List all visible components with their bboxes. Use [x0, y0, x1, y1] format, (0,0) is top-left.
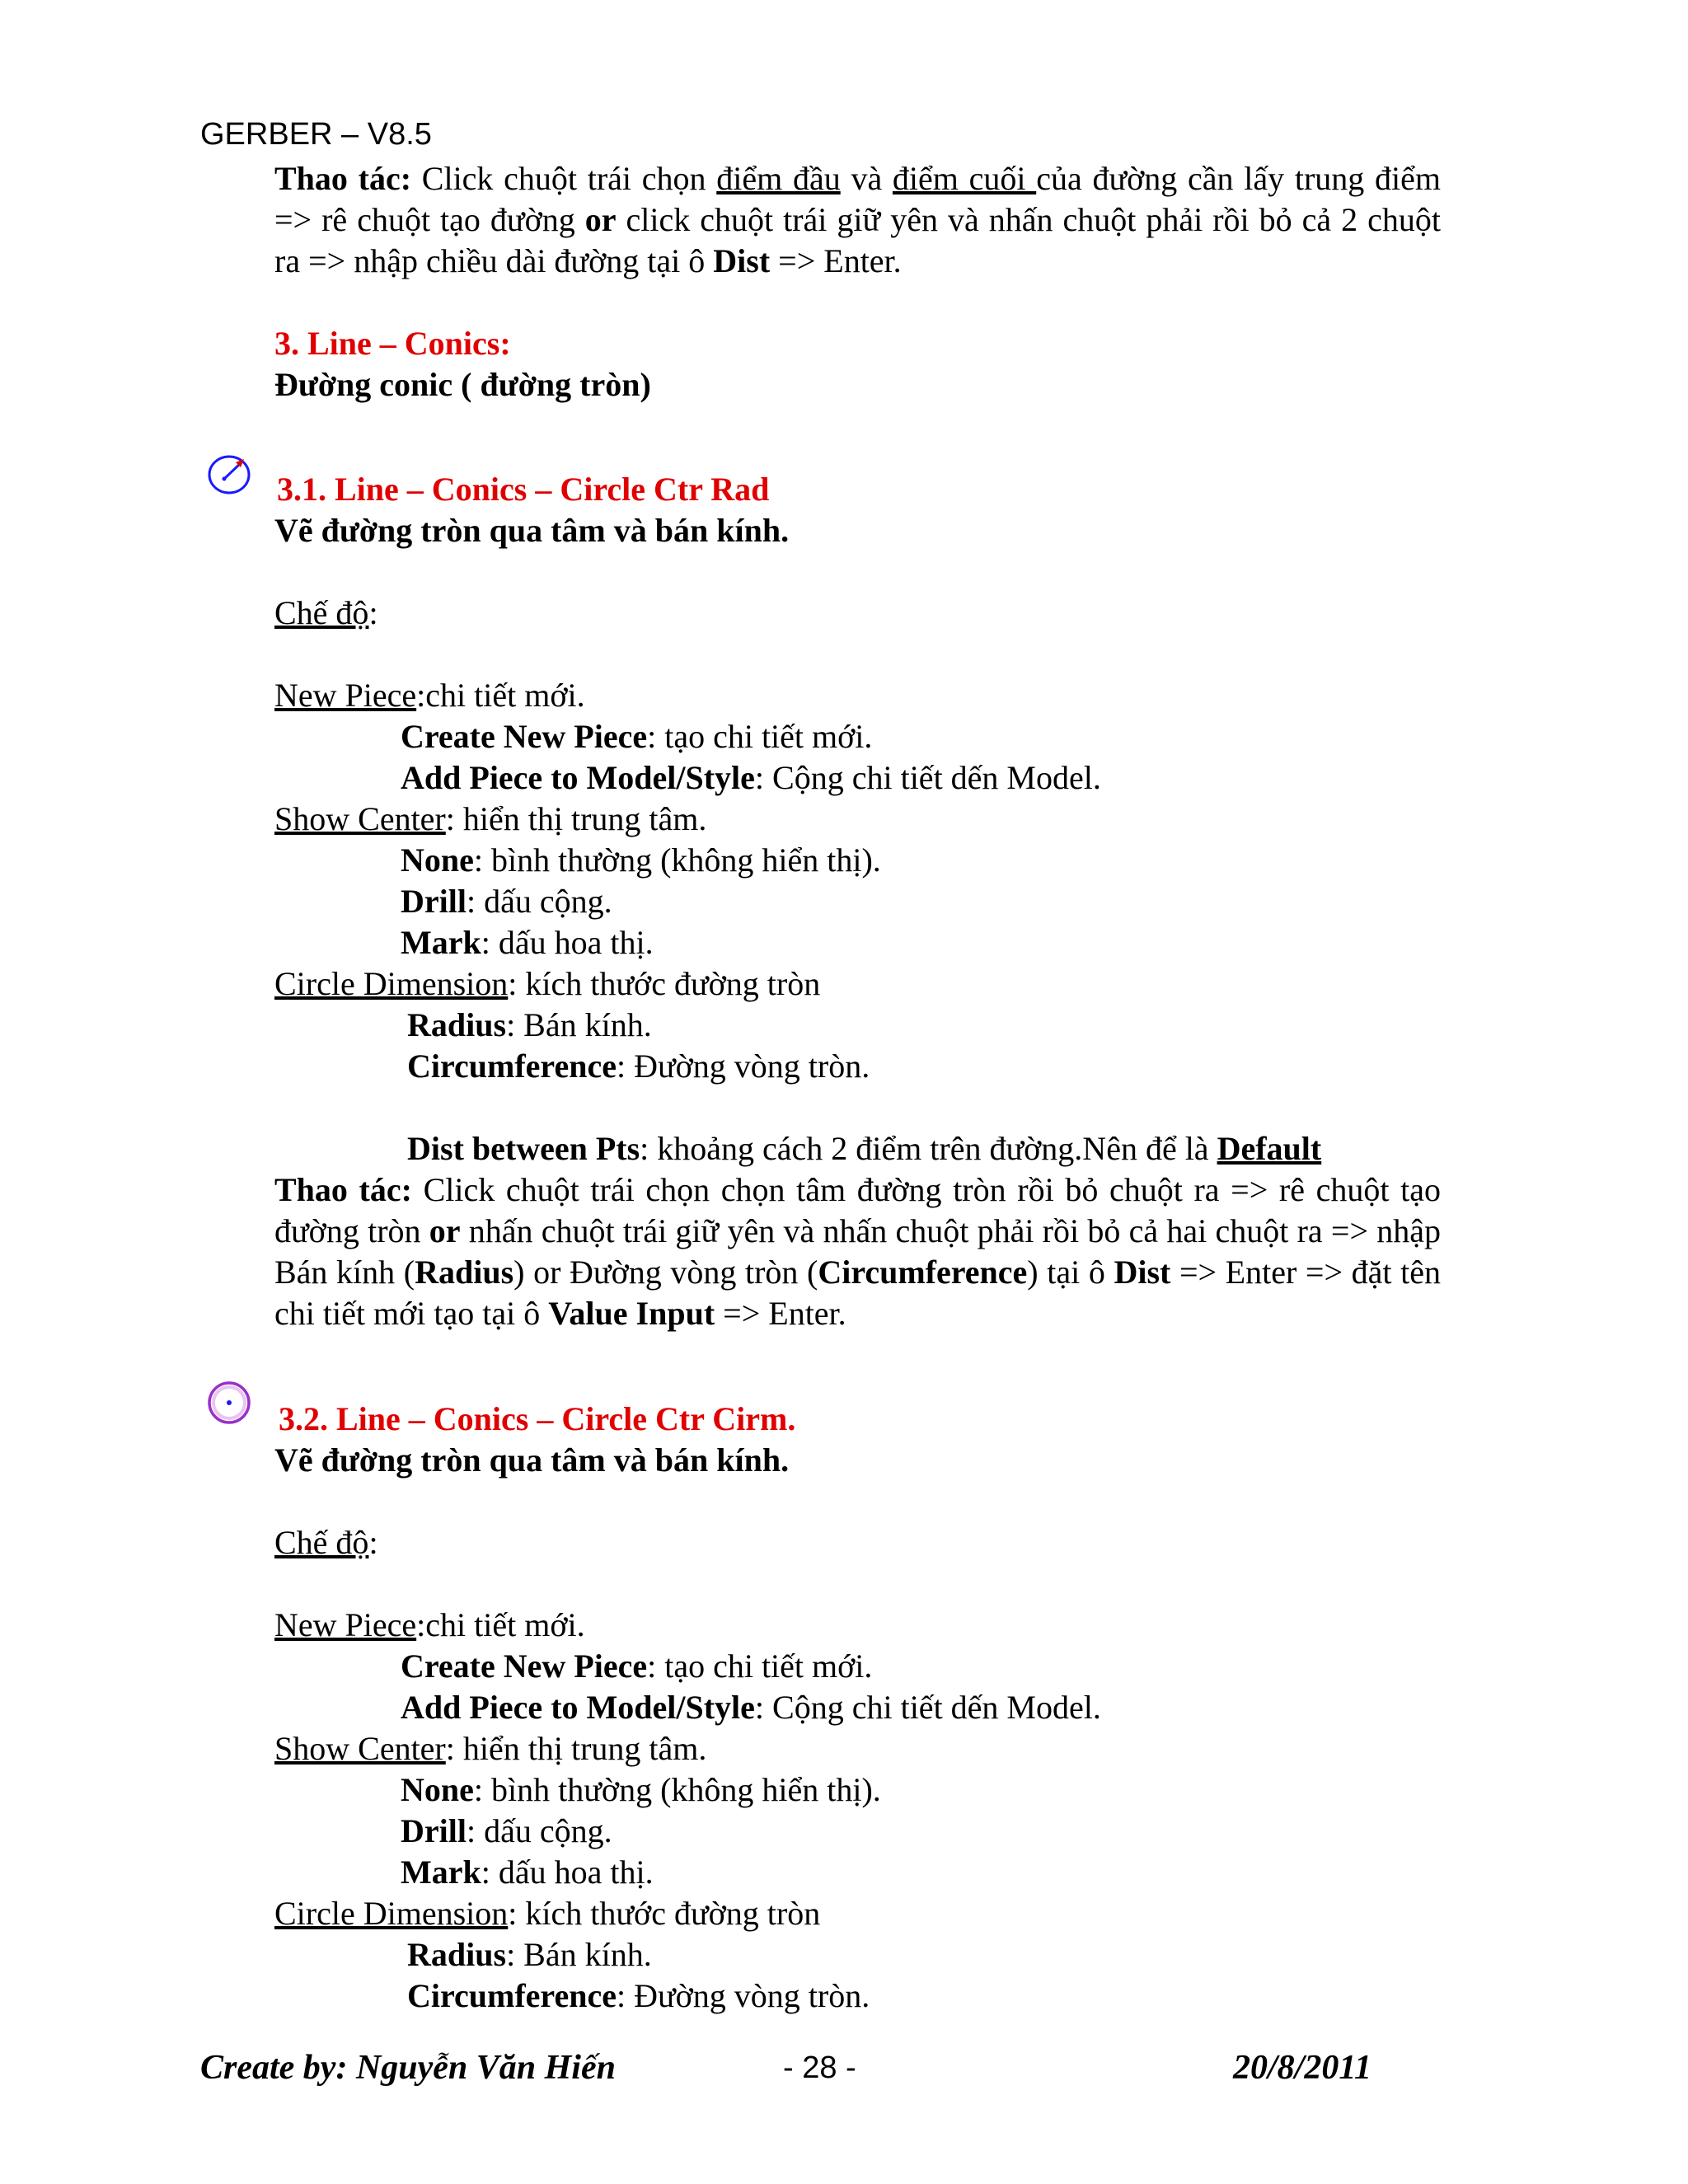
- start-point-term: điểm đầu: [716, 160, 841, 197]
- radius-line: [407, 1005, 652, 1046]
- text: : khoảng cách 2 điểm trên đường.Nên để là: [640, 1130, 1217, 1167]
- section-3-2-heading: 3.2. Line – Conics – Circle Ctr Cirm.: [279, 1400, 796, 1437]
- footer-author: Create by: Nguyễn Văn Hiến: [200, 2049, 616, 2087]
- text: của đường cần lấy trung điểm => rê chuột tạo đường: [274, 160, 1441, 238]
- drill-label: Drill: [401, 883, 467, 920]
- text: : Đường vòng tròn.: [616, 1047, 870, 1085]
- add-piece-line: [401, 1687, 1101, 1728]
- text: :: [368, 594, 378, 631]
- new-piece-line: [274, 1605, 585, 1646]
- none-label: None: [401, 841, 474, 879]
- text: : Cộng chi tiết dến Model.: [754, 1689, 1101, 1726]
- radius-line: [407, 1934, 652, 1975]
- dist-keyword: Dist: [713, 242, 771, 279]
- new-piece-line: [274, 675, 585, 716]
- text: ) tại ô: [1027, 1254, 1114, 1291]
- show-center-label: Show Center: [274, 1730, 446, 1767]
- circle-dimension-label: Circle Dimension: [274, 965, 509, 1002]
- radius-keyword: Radius: [415, 1254, 514, 1291]
- text: :chi tiết mới.: [416, 677, 585, 714]
- add-piece-label: Add Piece to Model/Style: [401, 1689, 755, 1726]
- create-new-piece-line: [401, 716, 872, 757]
- show-center-line: [274, 1728, 706, 1769]
- text: Click chuột trái chọn: [411, 160, 717, 197]
- create-new-piece-line: [401, 1646, 872, 1687]
- text: : dấu hoa thị.: [481, 924, 654, 961]
- mode-line: [274, 1522, 378, 1563]
- section-3-1-heading: 3.1. Line – Conics – Circle Ctr Rad: [277, 471, 770, 508]
- text: : hiển thị trung tâm.: [445, 800, 707, 837]
- text: : hiển thị trung tâm.: [445, 1730, 707, 1767]
- create-new-piece-label: Create New Piece: [401, 1647, 648, 1685]
- circumference-label: Circumference: [407, 1977, 617, 2014]
- text: :: [368, 1524, 378, 1561]
- text: click chuột trái giữ yên và nhấn chuột phải rồi bỏ cả 2 chuột ra => nhập chiều dài đường tại ô: [274, 201, 1441, 279]
- new-piece-label: New Piece: [274, 1606, 417, 1643]
- show-center-label: Show Center: [274, 800, 446, 837]
- text: :chi tiết mới.: [416, 1606, 585, 1643]
- add-piece-label: Add Piece to Model/Style: [401, 759, 755, 796]
- text: : bình thường (không hiển thị).: [473, 841, 881, 879]
- page-number: - 28 -: [783, 2050, 856, 2085]
- circle-dimension-line: [274, 1893, 820, 1934]
- circle-dimension-label: Circle Dimension: [274, 1895, 509, 1932]
- mark-line: [401, 1852, 654, 1893]
- text: : tạo chi tiết mới.: [647, 718, 873, 755]
- default-keyword: Default: [1217, 1130, 1322, 1167]
- drill-label: Drill: [401, 1812, 467, 1849]
- text: => Enter => đặt tên chi tiết mới tạo tại ô: [274, 1254, 1441, 1332]
- section-3-2-subtitle: Vẽ đường tròn qua tâm và bán kính.: [274, 1441, 790, 1479]
- operation-paragraph: [274, 1169, 1441, 1334]
- drill-line: [401, 1811, 612, 1852]
- circle-center-radius-icon: [206, 452, 256, 498]
- section-3-subtitle: Đường conic ( đường tròn): [274, 366, 651, 403]
- section-3-heading: 3. Line – Conics:: [274, 325, 511, 362]
- text: : kích thước đường tròn: [508, 965, 821, 1002]
- circumference-line: [407, 1046, 870, 1087]
- circle-dimension-line: [274, 963, 820, 1005]
- show-center-line: [274, 799, 706, 840]
- footer-date: 20/8/2011: [1233, 2049, 1372, 2087]
- section-3-1-subtitle: Vẽ đường tròn qua tâm và bán kính.: [274, 512, 790, 549]
- radius-label: Radius: [407, 1006, 507, 1043]
- none-line: [401, 840, 881, 881]
- circumference-line: [407, 1975, 870, 2017]
- mode-line: [274, 593, 378, 634]
- text: : bình thường (không hiển thị).: [473, 1771, 881, 1808]
- none-line: [401, 1769, 881, 1811]
- mode-label: Chế độ: [274, 1524, 369, 1561]
- mark-label: Mark: [401, 1854, 481, 1891]
- text: : Cộng chi tiết dến Model.: [754, 759, 1101, 796]
- text: nhấn chuột trái giữ yên và nhấn chuột phải rồi bỏ cả hai chuột ra => nhập Bán kính (: [274, 1212, 1442, 1291]
- text: : kích thước đường tròn: [508, 1895, 821, 1932]
- text: Click chuột trái chọn chọn tâm đường tròn rồi bỏ chuột ra => rê chuột tạo đường tròn: [274, 1171, 1441, 1249]
- dist-between-pts-label: Dist between Pts: [407, 1130, 640, 1167]
- text: : dấu cộng.: [466, 1812, 612, 1849]
- text: : Bán kính.: [506, 1936, 652, 1973]
- mark-label: Mark: [401, 924, 481, 961]
- add-piece-line: [401, 757, 1101, 799]
- text: : tạo chi tiết mới.: [647, 1647, 873, 1685]
- document-header: GERBER – V8.5: [200, 117, 432, 152]
- none-label: None: [401, 1771, 474, 1808]
- operation-label: Thao tác:: [274, 1171, 412, 1208]
- circumference-label: Circumference: [407, 1047, 617, 1085]
- text: => Enter.: [770, 242, 902, 279]
- text: => Enter.: [715, 1295, 846, 1332]
- text: ) or Đường vòng tròn (: [513, 1254, 818, 1291]
- radius-label: Radius: [407, 1936, 507, 1973]
- end-point-term: điểm cuối: [892, 160, 1037, 197]
- intro-paragraph: [274, 158, 1441, 282]
- circle-center-circumference-icon: [206, 1380, 256, 1429]
- text: và: [840, 160, 893, 197]
- text: : Đường vòng tròn.: [616, 1977, 870, 2014]
- text: : dấu cộng.: [466, 883, 612, 920]
- mark-line: [401, 922, 654, 963]
- new-piece-label: New Piece: [274, 677, 417, 714]
- value-input-keyword: Value Input: [548, 1295, 715, 1332]
- dist-keyword: Dist: [1114, 1254, 1171, 1291]
- circumference-keyword: Circumference: [818, 1254, 1028, 1291]
- or-keyword: or: [429, 1212, 461, 1249]
- dist-between-pts-line: [407, 1128, 1321, 1169]
- drill-line: [401, 881, 612, 922]
- text: : Bán kính.: [506, 1006, 652, 1043]
- or-keyword: or: [584, 201, 617, 238]
- mode-label: Chế độ: [274, 594, 369, 631]
- create-new-piece-label: Create New Piece: [401, 718, 648, 755]
- operation-label: Thao tác:: [274, 160, 412, 197]
- text: : dấu hoa thị.: [481, 1854, 654, 1891]
